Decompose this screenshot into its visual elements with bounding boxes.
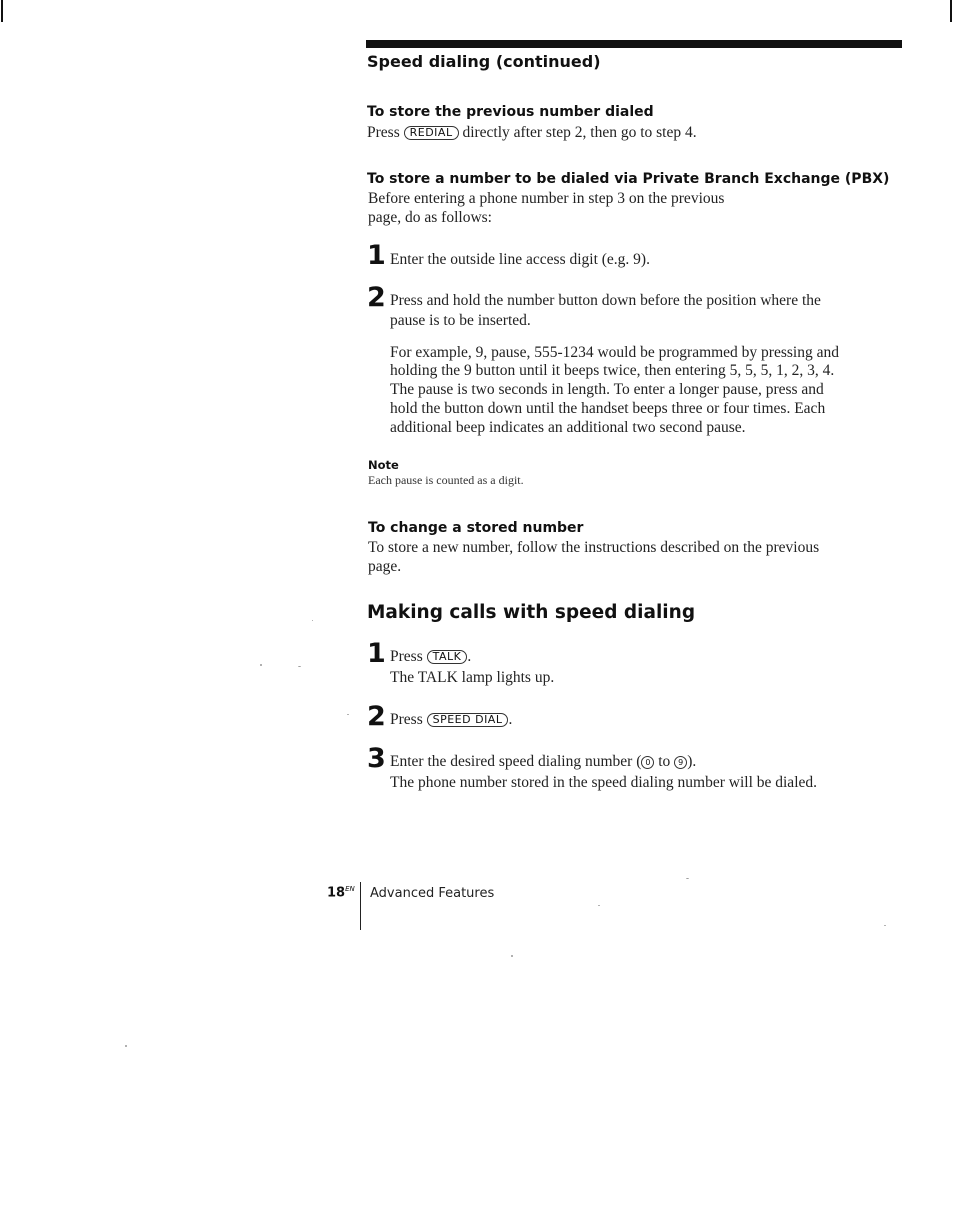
scan-speck [511, 955, 513, 957]
scan-speck [125, 1045, 127, 1047]
scan-edge-mark-left [1, 0, 3, 22]
speed-dial-key: SPEED DIAL [427, 713, 509, 727]
call-step-1-press: Press [390, 648, 423, 665]
note-text: Each pause is counted as a digit. [368, 473, 524, 487]
call-step-2-press: Press [390, 711, 423, 728]
making-calls-heading: Making calls with speed dialing [367, 602, 696, 623]
change-stored-line2: page. [368, 558, 402, 575]
store-pbx-heading: To store a number to be dialed via Private Branch Exchange (PBX) [367, 171, 890, 187]
call-step-1-line2: The TALK lamp lights up. [390, 669, 555, 686]
store-pbx-intro-line2: page, do as follows: [368, 209, 492, 226]
call-step-3-number: 3 [367, 743, 386, 774]
pbx-step-2-para-line3: The pause is two seconds in length. To enter a longer pause, press and [390, 381, 824, 398]
key-9-icon: 9 [674, 756, 687, 769]
pbx-step-2-number: 2 [367, 282, 386, 313]
page-number [327, 885, 355, 900]
page-number-suffix: EN [345, 885, 355, 893]
pbx-step-2-line2: pause is to be inserted. [390, 312, 531, 329]
store-pbx-intro-line1: Before entering a phone number in step 3 on the previous [368, 190, 725, 207]
pbx-step-2-para-line2: holding the 9 button until it beeps twice, then entering 5, 5, 5, 1, 2, 3, 4. [390, 362, 835, 379]
store-previous-after: directly after step 2, then go to step 4. [462, 124, 697, 141]
call-step-1-number: 1 [367, 638, 386, 669]
scan-edge-mark-right [950, 0, 952, 22]
call-step-3-to: to [658, 753, 671, 770]
scan-speck [347, 714, 349, 715]
talk-key: TALK [427, 650, 468, 664]
footer-divider [360, 882, 361, 930]
call-step-2-number: 2 [367, 701, 386, 732]
scan-speck [686, 878, 689, 879]
scan-speck [312, 620, 313, 621]
pbx-step-1-number: 1 [367, 240, 386, 271]
call-step-1-line1 [390, 647, 471, 666]
change-stored-heading: To change a stored number [368, 520, 584, 536]
call-step-3-after: ). [687, 753, 697, 770]
page-number-value: 18 [327, 885, 346, 901]
pbx-step-2-para-line4: hold the button down until the handset beeps three or four times. Each [390, 400, 826, 417]
store-previous-heading: To store the previous number dialed [367, 104, 654, 120]
scan-speck [298, 666, 301, 667]
note-title: Note [368, 458, 399, 472]
pbx-step-2-line1: Press and hold the number button down before the position where the [390, 292, 821, 309]
call-step-3-text: Enter the desired speed dialing number ( [390, 753, 642, 770]
footer-section-label: Advanced Features [370, 886, 495, 901]
scan-speck [598, 905, 600, 906]
pbx-step-2-para-line1: For example, 9, pause, 555-1234 would be programmed by pressing and [390, 344, 839, 361]
redial-key: REDIAL [404, 126, 459, 140]
pbx-step-1-text: Enter the outside line access digit (e.g. 9). [390, 251, 650, 268]
store-previous-press: Press [367, 124, 400, 141]
pbx-step-2-para-line5: additional beep indicates an additional two second pause. [390, 419, 746, 436]
call-step-2-period: . [508, 711, 513, 728]
call-step-2-line1 [390, 710, 512, 729]
scan-speck [260, 664, 262, 666]
top-rule [366, 40, 902, 48]
store-previous-text [367, 123, 697, 142]
call-step-3-line1 [390, 752, 696, 771]
call-step-3-line2: The phone number stored in the speed dialing number will be dialed. [390, 774, 817, 791]
section-title: Speed dialing (continued) [367, 52, 601, 71]
call-step-1-period: . [467, 648, 472, 665]
scan-speck [884, 925, 886, 926]
key-0-icon: 0 [641, 756, 654, 769]
change-stored-line1: To store a new number, follow the instructions described on the previous [368, 539, 820, 556]
